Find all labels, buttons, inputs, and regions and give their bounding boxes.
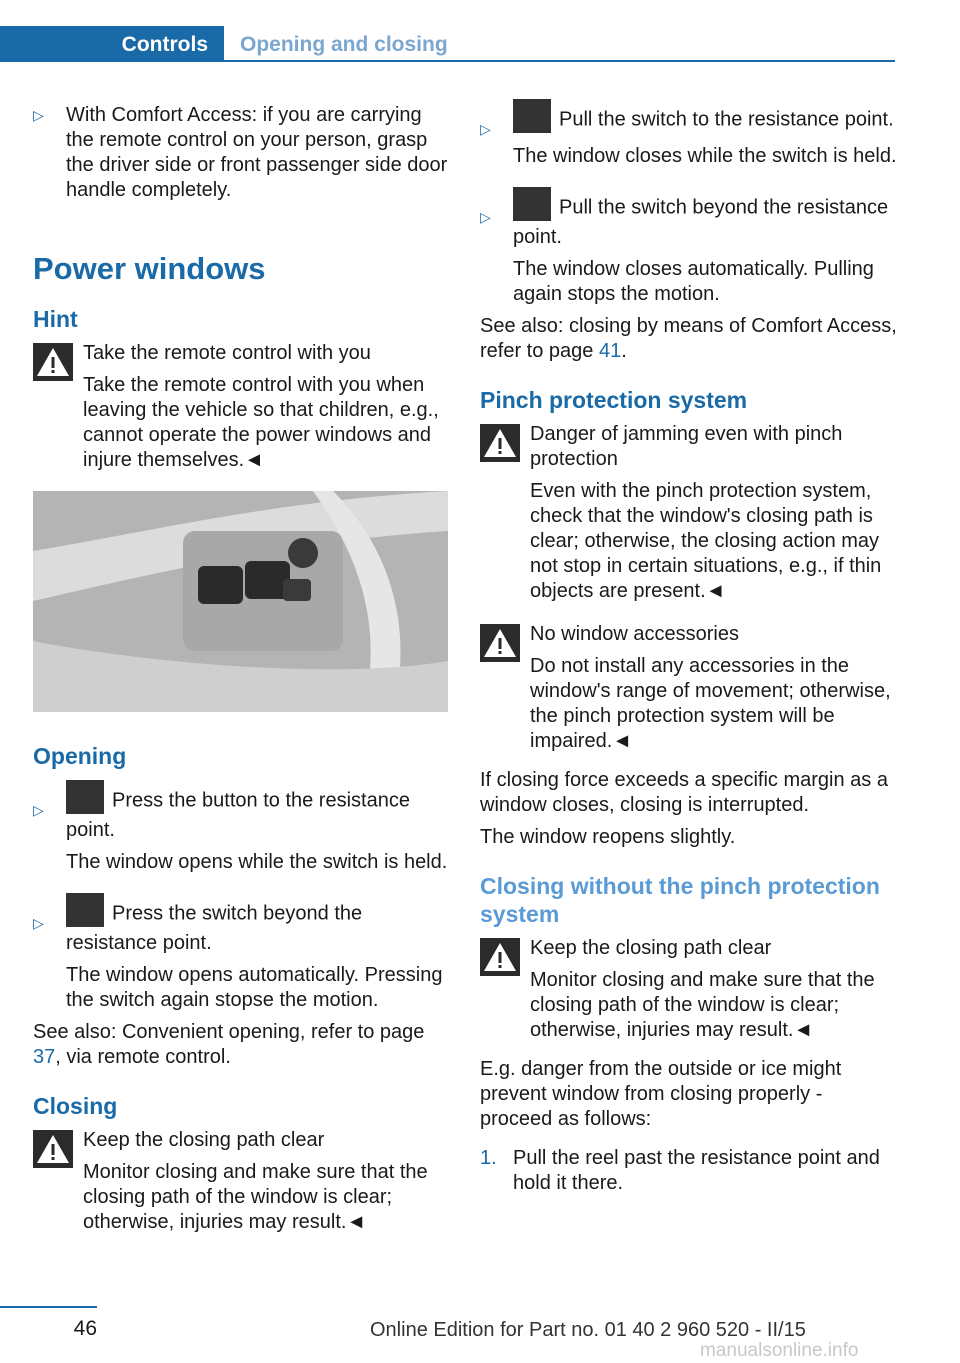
numbered-step-1 [480,1146,898,1196]
warning-triangle-icon [480,424,520,462]
warning-closing [33,1128,448,1235]
warning-text: Do not install any accessories in the window's range of movement; otherwise, the pinch protection system will be impaired.◄ [530,655,891,752]
warning-without-pinch [480,936,898,1043]
warning-triangle-icon [480,938,520,976]
warning-title: Keep the closing path clear [530,937,772,959]
bullet-comfort-access [33,103,448,203]
left-column [33,103,448,1235]
warning-title: No window accessories [530,623,739,645]
subsection-title-without-pinch: Closing without the pinch protection system [480,873,880,927]
page-link-37[interactable]: 37 [33,1046,56,1068]
closing-force-text: If closing force exceeds a specific margin as a window closes, closing is interrupted. [480,769,888,816]
warning-triangle-icon [480,624,520,662]
reopens-text: The window reopens slightly. [480,826,736,848]
warning-hint [33,341,448,473]
closing-step-2-text [513,191,898,250]
closing-step-1-result: The window closes while the switch is held. [513,145,897,167]
header-rule [0,60,895,62]
page-number: 46 [73,1317,97,1340]
step-text: Pull the switch beyond the resistance point. [513,196,889,248]
window-switch-icon [66,780,104,814]
opening-step-1-result: The window opens while the switch is held. [66,851,448,873]
warning-title: Take the remote control with you [83,342,371,364]
window-switch-icon [66,893,104,927]
right-column [480,103,898,1196]
warning-title: Keep the closing path clear [83,1129,325,1151]
step-text: Press the switch beyond the resistance point. [66,902,363,954]
opening-step-2-result: The window opens automatically. Pressing the switch again stopse the motion. [66,964,443,1011]
window-switch-icon [513,99,551,133]
warning-pinch [480,422,898,604]
warning-text: Even with the pinch protection system, check that the window's closing path is clear; otherwise, the closing action may not stop in certain situations, e.g., if thin objects are present.◄ [530,480,882,602]
step-text: Press the button to the resistance point. [66,789,410,841]
edition-text: Online Edition for Part no. 01 40 2 960 520 - II/15 [370,1319,806,1341]
see-also-text-end: , via remote control. [55,1046,231,1068]
triangle-bullet-icon: ▷ [480,209,491,225]
see-also-text: See also: closing by means of Comfort Access, refer to page [480,315,897,362]
closing-step-1-text [513,103,898,137]
header-subsection: Opening and closing [240,32,448,56]
see-also-opening [33,1020,448,1070]
step-number: 1. [480,1147,497,1169]
warning-text: Take the remote control with you when leaving the vehicle so that children, e.g., cannot operate the power windows and injure themselves.◄ [83,374,439,471]
see-also-text: See also: Convenient opening, refer to page [33,1021,425,1043]
warning-triangle-icon [33,343,73,381]
see-also-text-end: . [621,340,627,362]
closing-step-2 [480,191,898,307]
window-switch-icon [513,187,551,221]
closing-step-2-result: The window closes automatically. Pulling again stops the motion. [513,258,874,305]
watermark: manualsonline.info [700,1340,859,1361]
opening-step-1 [33,784,448,875]
section-title-power-windows: Power windows [33,251,266,286]
subsection-title-hint: Hint [33,306,78,332]
step-text: Pull the switch to the resistance point. [559,108,894,131]
triangle-bullet-icon: ▷ [33,915,44,931]
footer-rule [0,1306,97,1308]
header-section-tab: Controls [0,26,224,62]
warning-text-first [83,373,448,473]
triangle-bullet-icon: ▷ [480,121,491,137]
subsection-title-pinch-protection: Pinch protection system [480,387,748,413]
warning-accessories [480,622,898,754]
closing-step-1 [480,103,898,169]
opening-step-1-text [66,784,448,843]
eg-text: E.g. danger from the outside or ice might prevent window from closing properly - proceed as follows: [480,1058,842,1130]
bullet-text: With Comfort Access: if you are carrying the remote control on your person, grasp the driver side or front passenger side door handle completely. [66,104,448,201]
page-link-41[interactable]: 41 [598,340,622,362]
subsection-title-opening: Opening [33,743,127,769]
see-also-closing [480,314,898,364]
warning-triangle-icon [33,1130,73,1168]
warning-text: Monitor closing and make sure that the closing path of the window is clear; otherwise, injuries may result.◄ [83,1161,428,1233]
triangle-bullet-icon: ▷ [33,802,44,818]
opening-step-2 [33,897,448,1013]
step-text: Pull the reel past the resistance point and hold it there. [513,1147,880,1194]
warning-title: Danger of jamming even with pinch protection [530,423,843,470]
triangle-bullet-icon: ▷ [33,107,44,123]
warning-text: Monitor closing and make sure that the closing path of the window is clear; otherwise, injuries may result.◄ [530,969,875,1041]
subsection-title-closing: Closing [33,1093,118,1119]
opening-step-2-text [66,897,448,956]
door-switch-photo [33,491,448,712]
